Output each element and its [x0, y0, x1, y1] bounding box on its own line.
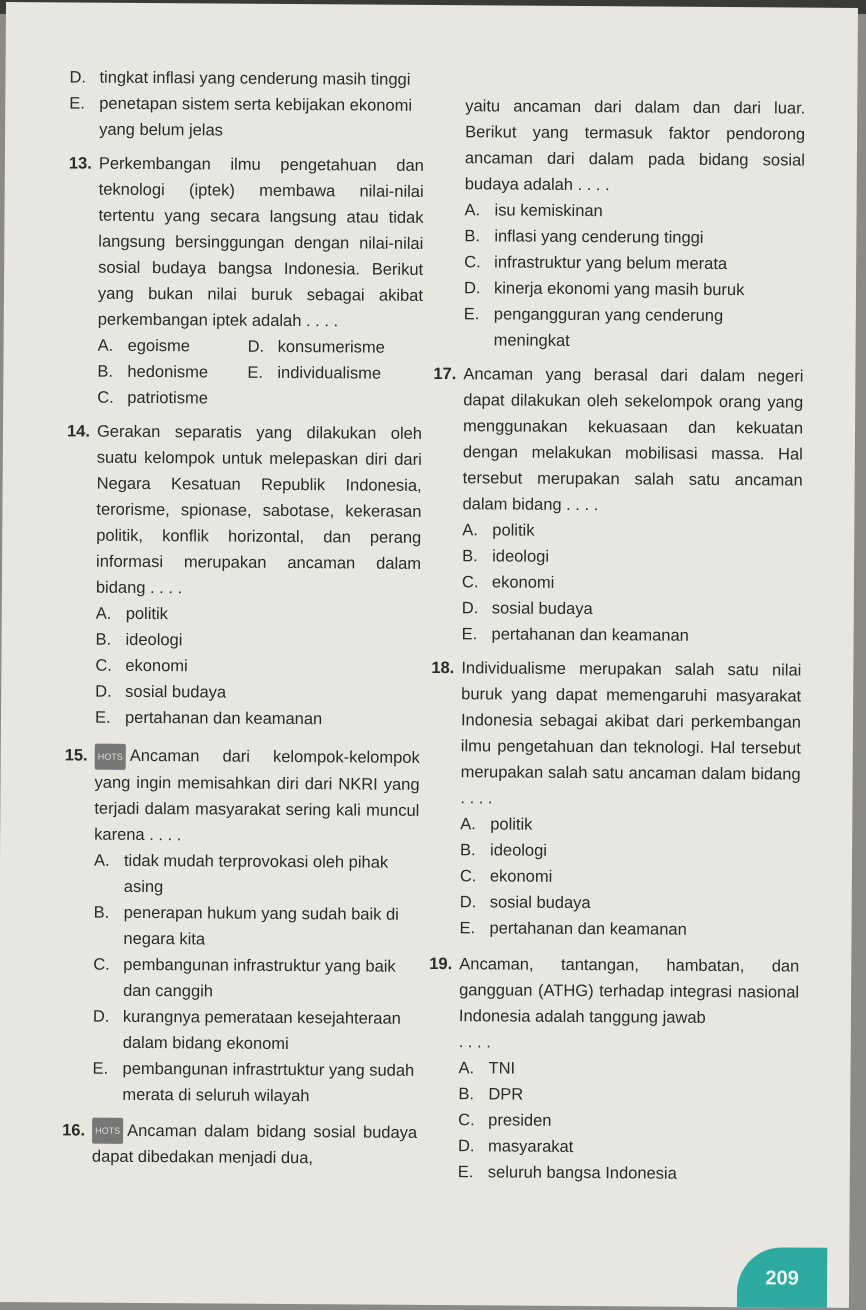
question-text: Perkembangan ilmu pengetahuan dan teknologi (iptek) membawa nilai-nilai tertentu yang secara langsung atau tidak langsung bersinggungan dengan nilai-nilai sosial budaya bangsa Indonesia. Berikut yang bukan nilai buruk sebagai akibat perkembangan iptek adalah . . . .: [97, 154, 424, 331]
option-text: individualisme: [277, 363, 382, 383]
question-text: Ancaman dari kelompok-kelompok yang ingin memisahkan diri dari NKRI yang terjadi dalam masyarakat sering kali muncul karena . . . .: [94, 746, 420, 844]
option-text: seluruh bangsa Indonesia: [487, 1163, 677, 1183]
option-letter: D.: [247, 337, 265, 356]
option-letter: A.: [93, 851, 110, 870]
option-letter: D.: [461, 599, 479, 618]
option-text: presiden: [488, 1111, 552, 1130]
option-letter: D.: [459, 893, 477, 912]
question-number: 15.: [64, 746, 88, 765]
option-letter: B.: [460, 841, 476, 860]
option-text: kurangnya pemerataan kesejahteraan dalam bidang ekonomi: [122, 1007, 401, 1053]
answer-dots: . . . .: [458, 1033, 491, 1052]
option-text: patriotisme: [127, 388, 209, 408]
question-number: 16.: [62, 1121, 86, 1140]
question-text: Gerakan separatis yang dilakukan oleh suatu kelompok untuk melepaskan diri dari Negara Kesatuan Republik Indonesia, terorisme, spionase, sabotase, kekerasan politik, konflik horizontal, dan perang informasi merupakan ancaman dalam bidang . . . .: [95, 422, 423, 598]
option-text: tidak mudah terprovokasi oleh pihak asing: [123, 851, 389, 896]
option-letter: A.: [462, 521, 478, 540]
option-text: ideologi: [490, 841, 548, 860]
option-text: ekonomi: [125, 656, 188, 676]
option-text: ekonomi: [489, 867, 553, 886]
question-text: Ancaman yang berasal dari dalam negeri dapat dilakukan oleh sekelompok orang yang menggunakan kekuasaan dan kekuatan dengan melakukan mobilisasi massa. Hal tersebut merupakan salah satu ancaman dalam bidang . . . .: [462, 365, 804, 515]
option-letter: A.: [464, 201, 481, 220]
question-14: [65, 418, 422, 732]
option-letter: E.: [92, 1059, 109, 1078]
option-text: DPR: [488, 1085, 524, 1104]
option-text: pertahanan dan keamanan: [124, 708, 323, 729]
question-number: 14.: [66, 422, 91, 441]
right-column: [428, 93, 806, 1190]
question-16-continued: [434, 93, 806, 356]
option-text: isu kemiskinan: [494, 201, 603, 221]
option-letter: C.: [458, 1111, 475, 1130]
question-number: 18.: [431, 658, 455, 678]
option-text: sosial budaya: [491, 599, 593, 619]
option-letter: B.: [464, 227, 481, 246]
option-text: kinerja ekonomi yang masih buruk: [493, 279, 745, 300]
option-letter: C.: [461, 573, 479, 592]
option-text: konsumerisme: [277, 337, 385, 357]
option-text: tingkat inflasi yang cenderung masih tinggi: [99, 68, 411, 89]
option-text: penerapan hukum yang sudah baik di negara kita: [123, 903, 399, 949]
question-number: 19.: [429, 954, 453, 974]
option-letter: C.: [459, 867, 477, 886]
question-12-tail: [69, 64, 425, 144]
option-letter: A.: [460, 815, 476, 834]
option-letter: E.: [463, 305, 480, 324]
option-text: TNI: [488, 1059, 516, 1078]
question-19: [428, 951, 800, 1188]
option-text: pengangguran yang cenderung meningkat: [493, 305, 724, 350]
option-text: egoisme: [127, 336, 191, 356]
option-letter: E.: [247, 363, 264, 382]
question-15: [62, 742, 420, 1109]
hots-badge: HOTS: [92, 1118, 123, 1144]
question-text: yaitu ancaman dari dalam dan dari luar. Berikut yang termasuk faktor pendorong ancaman dari dalam pada bidang sosial budaya adalah . . . .: [464, 97, 806, 195]
question-number: 17.: [433, 364, 457, 384]
question-text: Ancaman, tantangan, hambatan, dan gangguan (ATHG) terhadap integrasi nasional Indonesia adalah tanggung jawab: [458, 955, 800, 1027]
option-text: politik: [492, 521, 535, 540]
option-letter: A.: [458, 1059, 475, 1078]
option-letter: E.: [69, 94, 85, 113]
option-letter: D.: [69, 68, 87, 87]
option-text: pertahanan dan keamanan: [489, 919, 687, 939]
option-letter: C.: [464, 253, 481, 272]
option-text: inflasi yang cenderung tinggi: [494, 227, 704, 247]
option-letter: D.: [92, 1007, 110, 1026]
option-text: pembangunan infrastrtuktur yang sudah merata di seluruh wilayah: [122, 1059, 415, 1105]
option-letter: B.: [97, 362, 114, 381]
option-letter: E.: [459, 919, 476, 938]
option-text: hedonisme: [127, 362, 209, 382]
question-text: Ancaman dalam bidang sosial budaya dapat dibedakan menjadi dua,: [91, 1121, 418, 1168]
option-text: ideologi: [492, 547, 550, 566]
page-number: 209: [737, 1247, 827, 1308]
option-letter: C.: [95, 656, 112, 675]
option-text: sosial budaya: [489, 893, 591, 913]
hots-badge: HOTS: [95, 743, 126, 769]
option-text: pembangunan infrastruktur yang baik dan canggih: [123, 955, 396, 1001]
option-letter: D.: [95, 682, 112, 701]
option-text: pertahanan dan keamanan: [491, 625, 689, 645]
option-letter: E.: [94, 708, 111, 727]
question-13: [67, 150, 424, 412]
option-letter: B.: [458, 1085, 475, 1104]
option-letter: A.: [95, 604, 112, 623]
question-17: [432, 361, 804, 650]
left-column: [62, 64, 425, 1174]
option-letter: E.: [461, 625, 478, 644]
question-16: [62, 1117, 417, 1172]
option-text: masyarakat: [487, 1137, 574, 1156]
option-letter: B.: [462, 547, 478, 566]
option-text: penetapan sistem serta kebijakan ekonomi yang belum jelas: [99, 94, 413, 140]
option-letter: A.: [97, 336, 114, 355]
option-text: politik: [125, 604, 168, 624]
book-page: [0, 2, 858, 1308]
question-18: [429, 655, 801, 944]
option-text: infrastruktur yang belum merata: [494, 253, 728, 274]
option-letter: D.: [463, 279, 481, 298]
option-text: ekonomi: [491, 573, 555, 592]
option-text: ideologi: [125, 630, 183, 650]
option-letter: E.: [457, 1163, 474, 1182]
option-letter: B.: [95, 630, 112, 649]
option-letter: B.: [93, 903, 110, 922]
option-letter: D.: [457, 1137, 475, 1156]
question-text: Individualisme merupakan salah satu nilai buruk yang dapat memengaruhi masyarakat Indonesia sebagai akibat dari perkembangan ilmu pengetahuan dan teknologi. Hal tersebut merupakan salah satu ancaman dalam bidang . . . .: [460, 659, 802, 808]
option-text: politik: [490, 815, 533, 834]
question-number: 13.: [68, 154, 92, 173]
option-letter: C.: [93, 955, 110, 974]
option-letter: C.: [97, 388, 114, 407]
option-text: sosial budaya: [125, 682, 227, 702]
